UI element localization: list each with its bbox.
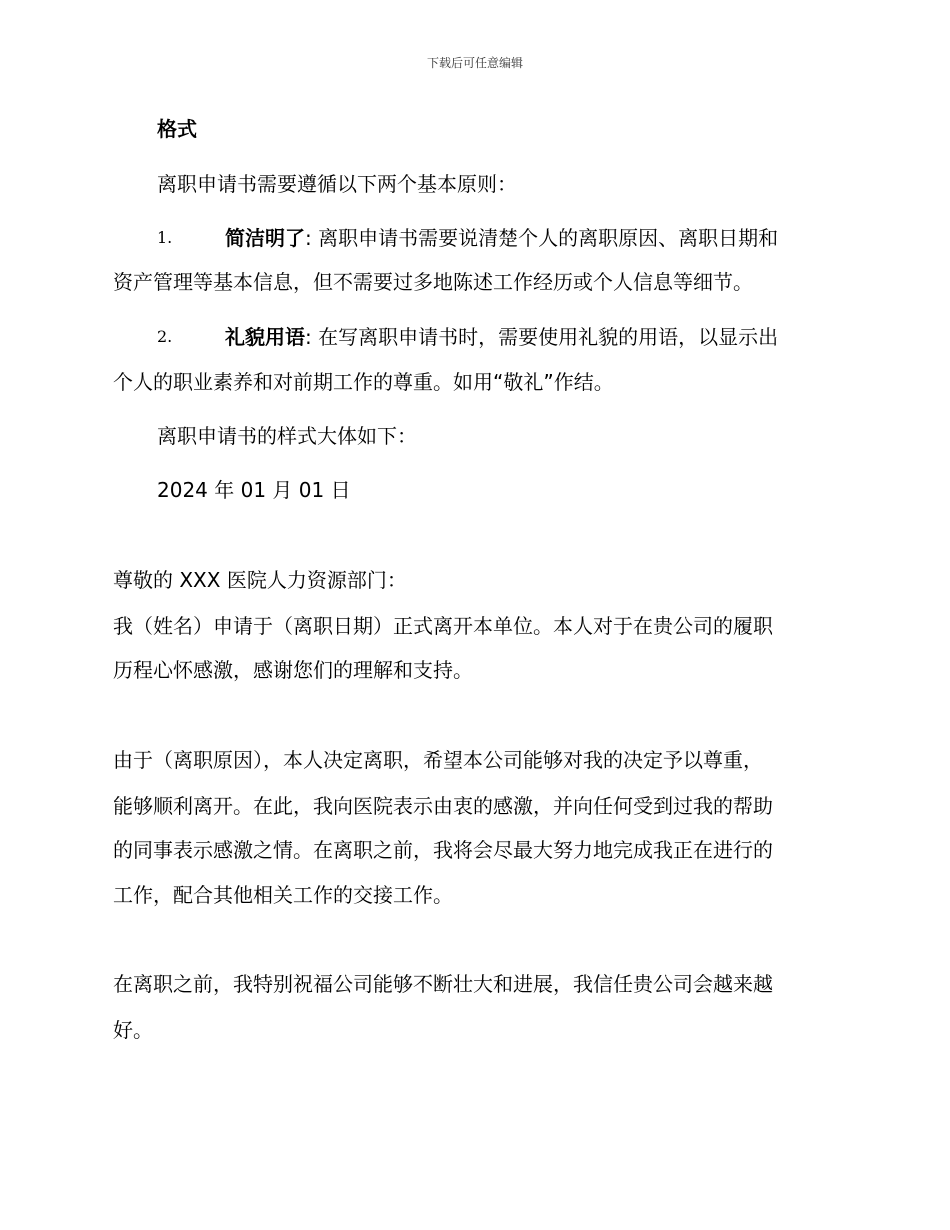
principle-1-text: : 离职申请书需要说清楚个人的离职原因、离职日期和: [305, 226, 779, 250]
letter-para3-line1: 在离职之前，我特别祝福公司能够不断壮大和进展，我信任贵公司会越来越: [113, 972, 773, 996]
letter-para2-line4: 工作，配合其他相关工作的交接工作。: [113, 883, 453, 907]
header-note: 下载后可任意编辑: [426, 56, 523, 70]
section-heading: 格式: [157, 117, 197, 141]
intro-text: 离职申请书需要遵循以下两个基本原则：: [157, 172, 517, 196]
letter-date: 2024 年 01 月 01 日: [157, 478, 351, 502]
letter-para2-line1: 由于（离职原因），本人决定离职，希望本公司能够对我的决定予以尊重，: [113, 748, 763, 772]
letter-para3-line2: 好。: [113, 1018, 153, 1042]
letter-salutation: 尊敬的 XXX 医院人力资源部门：: [113, 568, 407, 592]
letter-para1-line1: 我（姓名）申请于（离职日期）正式离开本单位。本人对于在贵公司的履职: [113, 614, 773, 638]
principle-1-line1: [225, 224, 778, 252]
principle-2-line2: 个人的职业素养和对前期工作的尊重。如用“敬礼”作结。: [113, 370, 614, 394]
principle-1-number: 1.: [157, 228, 173, 247]
sample-intro: 离职申请书的样式大体如下：: [157, 424, 417, 448]
principle-2-line1: [225, 323, 778, 351]
letter-para2-line3: 的同事表示感激之情。在离职之前，我将会尽最大努力地完成我正在进行的: [113, 838, 773, 862]
principle-2-number: 2.: [157, 327, 173, 346]
principle-1-line2: 资产管理等基本信息，但不需要过多地陈述工作经历或个人信息等细节。: [113, 270, 753, 294]
letter-para2-line2: 能够顺利离开。在此，我向医院表示由衷的感激，并向任何受到过我的帮助: [113, 794, 773, 818]
principle-2-text: : 在写离职申请书时，需要使用礼貌的用语，以显示出: [305, 325, 779, 349]
principle-2-title: 礼貌用语: [225, 325, 305, 349]
principle-1-title: 简洁明了: [225, 226, 305, 250]
letter-para1-line2: 历程心怀感激，感谢您们的理解和支持。: [113, 658, 473, 682]
